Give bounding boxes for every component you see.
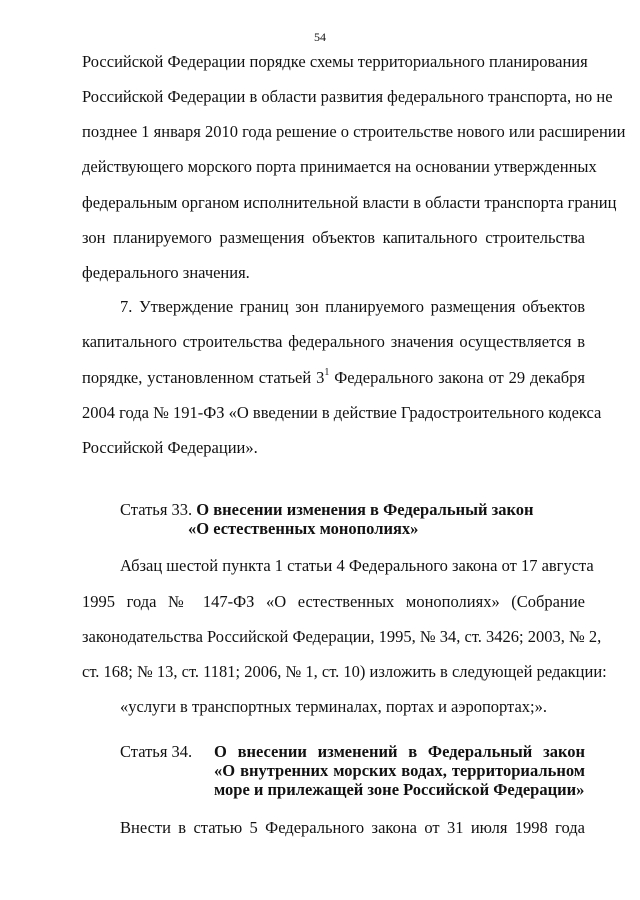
article-33-body-line-2: 1995 года № 147-ФЗ «О естественных монополиях» (Собрание [82, 592, 585, 611]
article-34-label: Статья 34. [120, 742, 193, 761]
article-34-body-line-1: Внести в статью 5 Федерального закона от 31 июля 1998 года [120, 818, 585, 837]
page-number: 54 [314, 30, 326, 44]
article-33-body-line-3: законодательства Российской Федерации, 1995, № 34, ст. 3426; 2003, № 2, [82, 627, 602, 646]
article-33-body-line-5: «услуги в транспортных терминалах, портах и аэропортах;». [120, 697, 548, 716]
article-33-title-line-2: «О естественных монополиях» [188, 519, 419, 538]
article-33-body-line-1: Абзац шестой пункта 1 статьи 4 Федерального закона от 17 августа [120, 556, 594, 575]
para-a-line-6: зон планируемого размещения объектов капитального строительства [82, 228, 585, 247]
article-34-title-line-2: «О внутренних морских водах, территориальном [214, 761, 585, 780]
para-a-line-1: Российской Федерации порядке схемы территориального планирования [82, 52, 588, 71]
article-34-title-line-1: О внесении изменений в Федеральный закон [214, 742, 585, 761]
article-34-title-line-3: море и прилежащей зоне Российской Федерации» [214, 780, 585, 799]
para-7-line-5: Российской Федерации». [82, 438, 258, 457]
para-7-line-3-end: Федерального закона от 29 декабря [329, 368, 586, 387]
para-7-line-2: капитального строительства федерального значения осуществляется в [82, 332, 585, 351]
para-a-line-2: Российской Федерации в области развития федерального транспорта, но не [82, 87, 613, 106]
para-a-line-7: федерального значения. [82, 263, 250, 282]
article-33-title-line-1: О внесении изменения в Федеральный закон [196, 500, 534, 519]
para-a-line-5: федеральным органом исполнительной власти в области транспорта границ [82, 193, 617, 212]
para-7-line-1: 7. Утверждение границ зон планируемого размещения объектов [120, 297, 585, 316]
article-33-body-line-4: ст. 168; № 13, ст. 1181; 2006, № 1, ст. 10) изложить в следующей редакции: [82, 662, 607, 681]
para-a-line-3: позднее 1 января 2010 года решение о строительстве нового или расширении [82, 122, 626, 141]
para-7-line-3-start: порядке, установленном статьей 3 [82, 368, 325, 387]
para-a-line-4: действующего морского порта принимается на основании утвержденных [82, 157, 597, 176]
article-33-label: Статья 33. [120, 500, 197, 519]
article-33-heading-line-1 [120, 500, 534, 520]
para-7-line-3 [82, 368, 585, 388]
footnote-superscript: 1 [324, 366, 330, 378]
para-7-line-4: 2004 года № 191-ФЗ «О введении в действие Градостроительного кодекса [82, 403, 602, 422]
